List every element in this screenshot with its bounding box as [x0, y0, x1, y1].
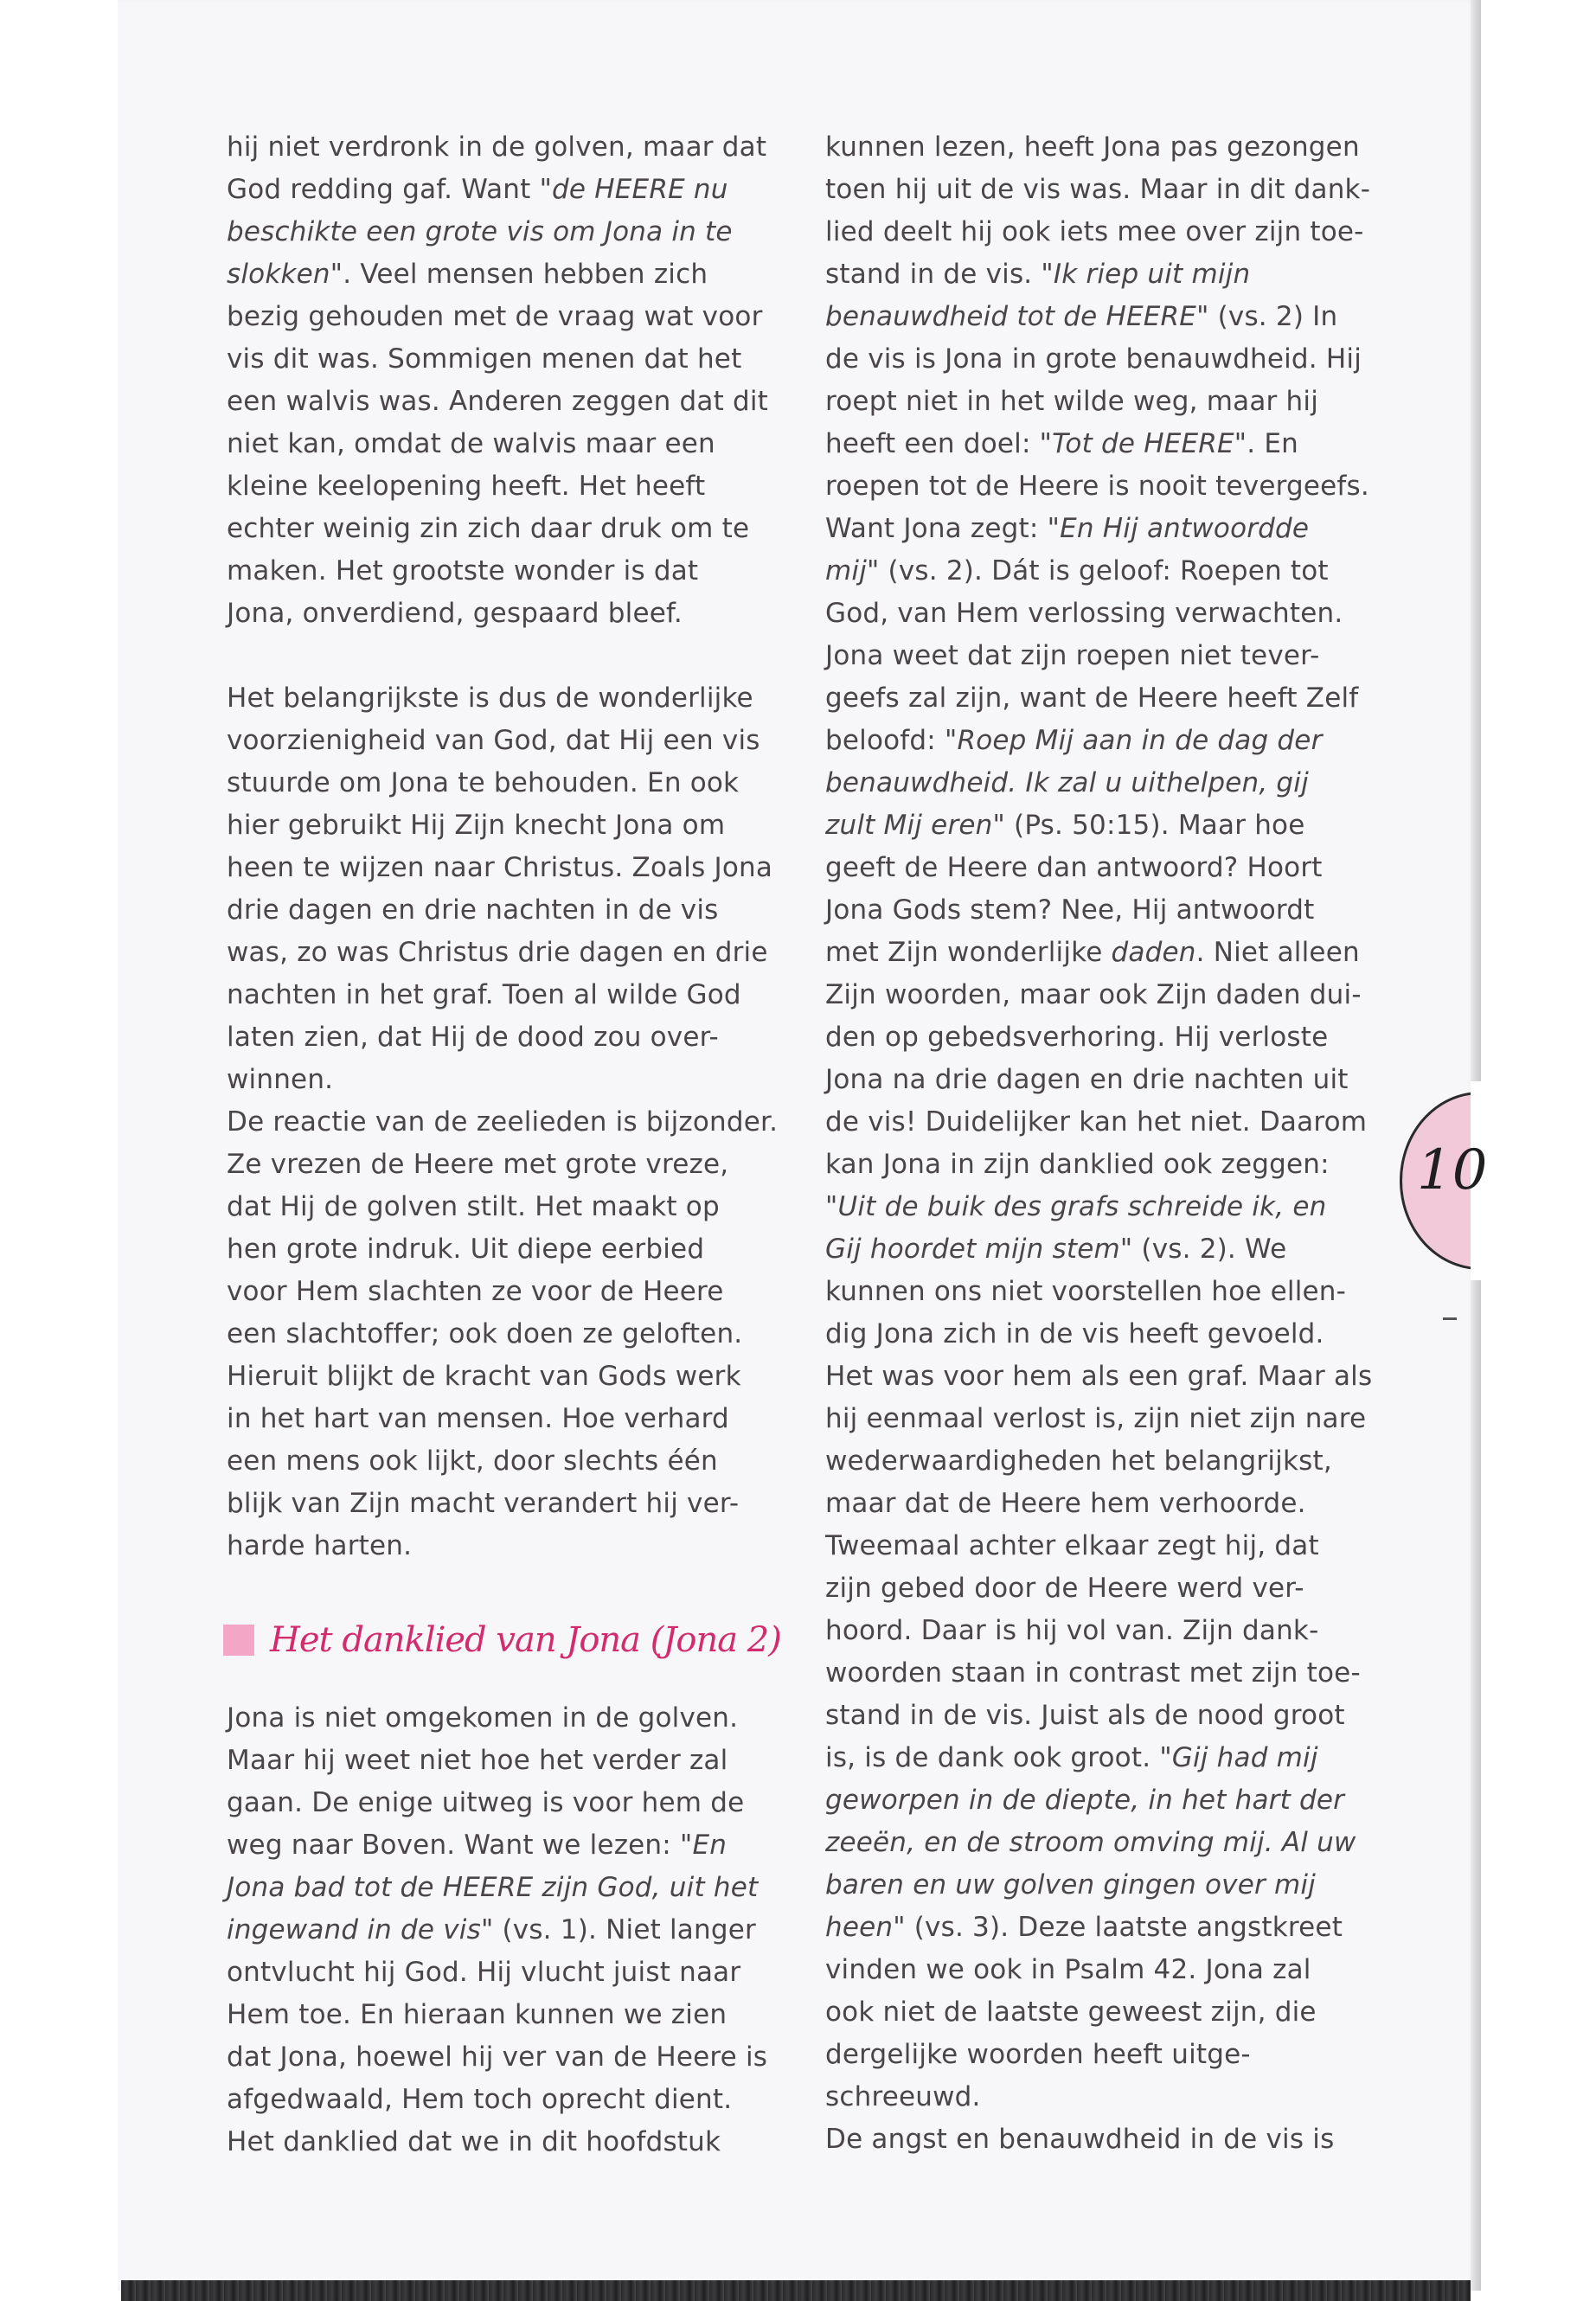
heading-title: Het danklied van Jona (Jona 2): [270, 1619, 781, 1660]
text-line: De angst en benauwdheid in de vis is: [825, 2124, 1335, 2155]
text-line: hij eenmaal verlost is, zijn niet zijn nare: [825, 1403, 1367, 1434]
text-line: voorzienigheid van God, dat Hij een vis: [227, 725, 760, 756]
text-line: baren en uw golven gingen over mij: [825, 1869, 1316, 1900]
text-line: ontvlucht hij God. Hij vlucht juist naar: [227, 1957, 741, 1988]
text-line: roepen tot de Heere is nooit tevergeefs.: [825, 471, 1369, 502]
text-line: geeft de Heere dan antwoord? Hoort: [825, 852, 1323, 883]
text-line: Jona bad tot de HEERE zijn God, uit het: [227, 1872, 759, 1903]
text-line: kunnen lezen, heeft Jona pas gezongen: [825, 131, 1360, 163]
text-line: vinden we ook in Psalm 42. Jona zal: [825, 1954, 1311, 1985]
paragraph-gap: [227, 1567, 780, 1609]
text-line: een walvis was. Anderen zeggen dat dit: [227, 386, 769, 417]
text-line: Want Jona zegt: "En Hij antwoordde: [825, 513, 1310, 544]
text-line: Jona weet dat zijn roepen niet tever-: [825, 640, 1320, 671]
text-line: in het hart van mensen. Hoe verhard: [227, 1403, 729, 1434]
text-line: Jona is niet omgekomen in de golven.: [227, 1702, 739, 1734]
text-line: niet kan, omdat de walvis maar een: [227, 428, 715, 459]
tab-dash: [1443, 1317, 1457, 1320]
text-line: De reactie van de zeelieden is bijzonder.: [227, 1106, 779, 1138]
text-line: bezig gehouden met de vraag wat voor: [227, 301, 763, 332]
text-line: weg naar Boven. Want we lezen: "En: [227, 1830, 727, 1861]
text-line: stand in de vis. "Ik riep uit mijn: [825, 259, 1251, 290]
text-line: Ze vrezen de Heere met grote vreze,: [227, 1149, 729, 1180]
text-line: Hem toe. En hieraan kunnen we zien: [227, 1999, 727, 2030]
text-line: met Zijn wonderlijke daden. Niet alleen: [825, 937, 1360, 968]
text-line: harde harten.: [227, 1530, 413, 1561]
text-line: zeeën, en de stroom omving mij. Al uw: [825, 1827, 1356, 1858]
text-line: beschikte een grote vis om Jona in te: [227, 216, 733, 247]
text-line: echter weinig zin zich daar druk om te: [227, 513, 750, 544]
text-line: dig Jona zich in de vis heeft gevoeld.: [825, 1318, 1324, 1349]
scan-bottom-strip: [121, 2280, 1471, 2301]
text-line: blijk van Zijn macht verandert hij ver-: [227, 1488, 740, 1519]
text-line: voor Hem slachten ze voor de Heere: [227, 1276, 724, 1307]
text-line: God, van Hem verlossing verwachten.: [825, 598, 1343, 629]
text-line: afgedwaald, Hem toch oprecht dient.: [227, 2084, 733, 2115]
paragraph-gap: [227, 635, 780, 677]
text-line: laten zien, dat Hij de dood zou over-: [227, 1022, 719, 1053]
text-line: ook niet de laatste geweest zijn, die: [825, 1997, 1317, 2028]
text-line: is, is de dank ook groot. "Gij had mij: [825, 1742, 1318, 1773]
text-line: de vis! Duidelijker kan het niet. Daarom: [825, 1106, 1368, 1138]
text-line: kleine keelopening heeft. Het heeft: [227, 471, 706, 502]
text-line: slokken". Veel mensen hebben zich: [227, 259, 708, 290]
text-line: kan Jona in zijn danklied ook zeggen:: [825, 1149, 1330, 1180]
text-line: hier gebruikt Hij Zijn knecht Jona om: [227, 810, 726, 841]
text-line: hoord. Daar is hij vol van. Zijn dank-: [825, 1615, 1319, 1646]
text-line: Gij hoordet mijn stem" (vs. 2). We: [825, 1234, 1287, 1265]
text-line: lied deelt hij ook iets mee over zijn toe-: [825, 216, 1364, 247]
text-line: heen" (vs. 3). Deze laatste angstkreet: [825, 1912, 1343, 1943]
text-line: Het was voor hem als een graf. Maar als: [825, 1361, 1373, 1392]
left-column: [227, 126, 780, 2163]
text-line: nachten in het graf. Toen al wilde God: [227, 979, 741, 1010]
text-line: Het belangrijkste is dus de wonderlijke: [227, 683, 753, 714]
text-line: dergelijke woorden heeft uitge-: [825, 2039, 1251, 2070]
text-line: de vis is Jona in grote benauwdheid. Hij: [825, 343, 1362, 375]
text-line: maken. Het grootste wonder is dat: [227, 555, 699, 586]
paragraph-redding: [227, 126, 780, 635]
text-line: gaan. De enige uitweg is voor hem de: [227, 1787, 745, 1818]
text-line: mij" (vs. 2). Dát is geloof: Roepen tot: [825, 555, 1329, 586]
text-line: heen te wijzen naar Christus. Zoals Jona: [227, 852, 773, 883]
paragraph-zeelieden: [227, 1101, 780, 1567]
text-line: stand in de vis. Juist als de nood groot: [825, 1700, 1345, 1731]
text-line: hen grote indruk. Uit diepe eerbied: [227, 1234, 705, 1265]
text-line: Jona Gods stem? Nee, Hij antwoordt: [825, 894, 1315, 926]
page-tab-clip: [1471, 1081, 1596, 1280]
text-line: dat Jona, hoewel hij ver van de Heere is: [227, 2041, 768, 2073]
text-line: zijn gebed door de Heere werd ver-: [825, 1573, 1304, 1604]
text-line: Jona, onverdiend, gespaard bleef.: [227, 598, 683, 629]
text-line: Jona na drie dagen en drie nachten uit: [825, 1064, 1349, 1095]
text-line: benauwdheid. Ik zal u uithelpen, gij: [825, 767, 1309, 798]
right-column: [825, 126, 1379, 2161]
text-line: winnen.: [227, 1064, 334, 1095]
text-line: "Uit de buik des grafs schreide ik, en: [825, 1191, 1327, 1222]
section-heading: [223, 1609, 780, 1671]
text-line: zult Mij eren" (Ps. 50:15). Maar hoe: [825, 810, 1305, 841]
text-line: Tweemaal achter elkaar zegt hij, dat: [825, 1530, 1319, 1561]
paragraph-danklied: [227, 1697, 780, 2163]
text-line: beloofd: "Roep Mij aan in de dag der: [825, 725, 1323, 756]
paragraph-voorzienigheid: [227, 677, 780, 1101]
page-number: 10: [1417, 1138, 1488, 1202]
text-line: Zijn woorden, maar ook Zijn daden dui-: [825, 979, 1362, 1010]
heading-bullet-square: [223, 1625, 254, 1656]
text-line: maar dat de Heere hem verhoorde.: [825, 1488, 1306, 1519]
text-line: drie dagen en drie nachten in de vis: [227, 894, 719, 926]
text-line: woorden staan in contrast met zijn toe-: [825, 1657, 1361, 1689]
text-line: kunnen ons niet voorstellen hoe ellen-: [825, 1276, 1347, 1307]
text-line: Hieruit blijkt de kracht van Gods werk: [227, 1361, 741, 1392]
text-line: Het danklied dat we in dit hoofdstuk: [227, 2126, 721, 2157]
text-line: vis dit was. Sommigen menen dat het: [227, 343, 742, 375]
text-line: toen hij uit de vis was. Maar in dit dank-: [825, 174, 1371, 205]
text-line: dat Hij de golven stilt. Het maakt op: [227, 1191, 720, 1222]
text-line: benauwdheid tot de HEERE" (vs. 2) In: [825, 301, 1338, 332]
text-line: Maar hij weet niet hoe het verder zal: [227, 1745, 728, 1776]
text-line: den op gebedsverhoring. Hij verloste: [825, 1022, 1329, 1053]
text-line: ingewand in de vis" (vs. 1). Niet langer: [227, 1914, 756, 1945]
text-line: een mens ook lijkt, door slechts één: [227, 1445, 718, 1477]
text-line: was, zo was Christus drie dagen en drie: [227, 937, 768, 968]
text-line: stuurde om Jona te behouden. En ook: [227, 767, 740, 798]
text-line: God redding gaf. Want "de HEERE nu: [227, 174, 728, 205]
text-line: wederwaardigheden het belangrijkst,: [825, 1445, 1332, 1477]
text-line: roept niet in het wilde weg, maar hij: [825, 386, 1319, 417]
text-line: geworpen in de diepte, in het hart der: [825, 1785, 1345, 1816]
text-line: geefs zal zijn, want de Heere heeft Zelf: [825, 683, 1359, 714]
text-line: heeft een doel: "Tot de HEERE". En: [825, 428, 1299, 459]
text-line: schreeuwd.: [825, 2081, 981, 2112]
text-line: hij niet verdronk in de golven, maar dat: [227, 131, 767, 163]
text-line: een slachtoffer; ook doen ze geloften.: [227, 1318, 743, 1349]
